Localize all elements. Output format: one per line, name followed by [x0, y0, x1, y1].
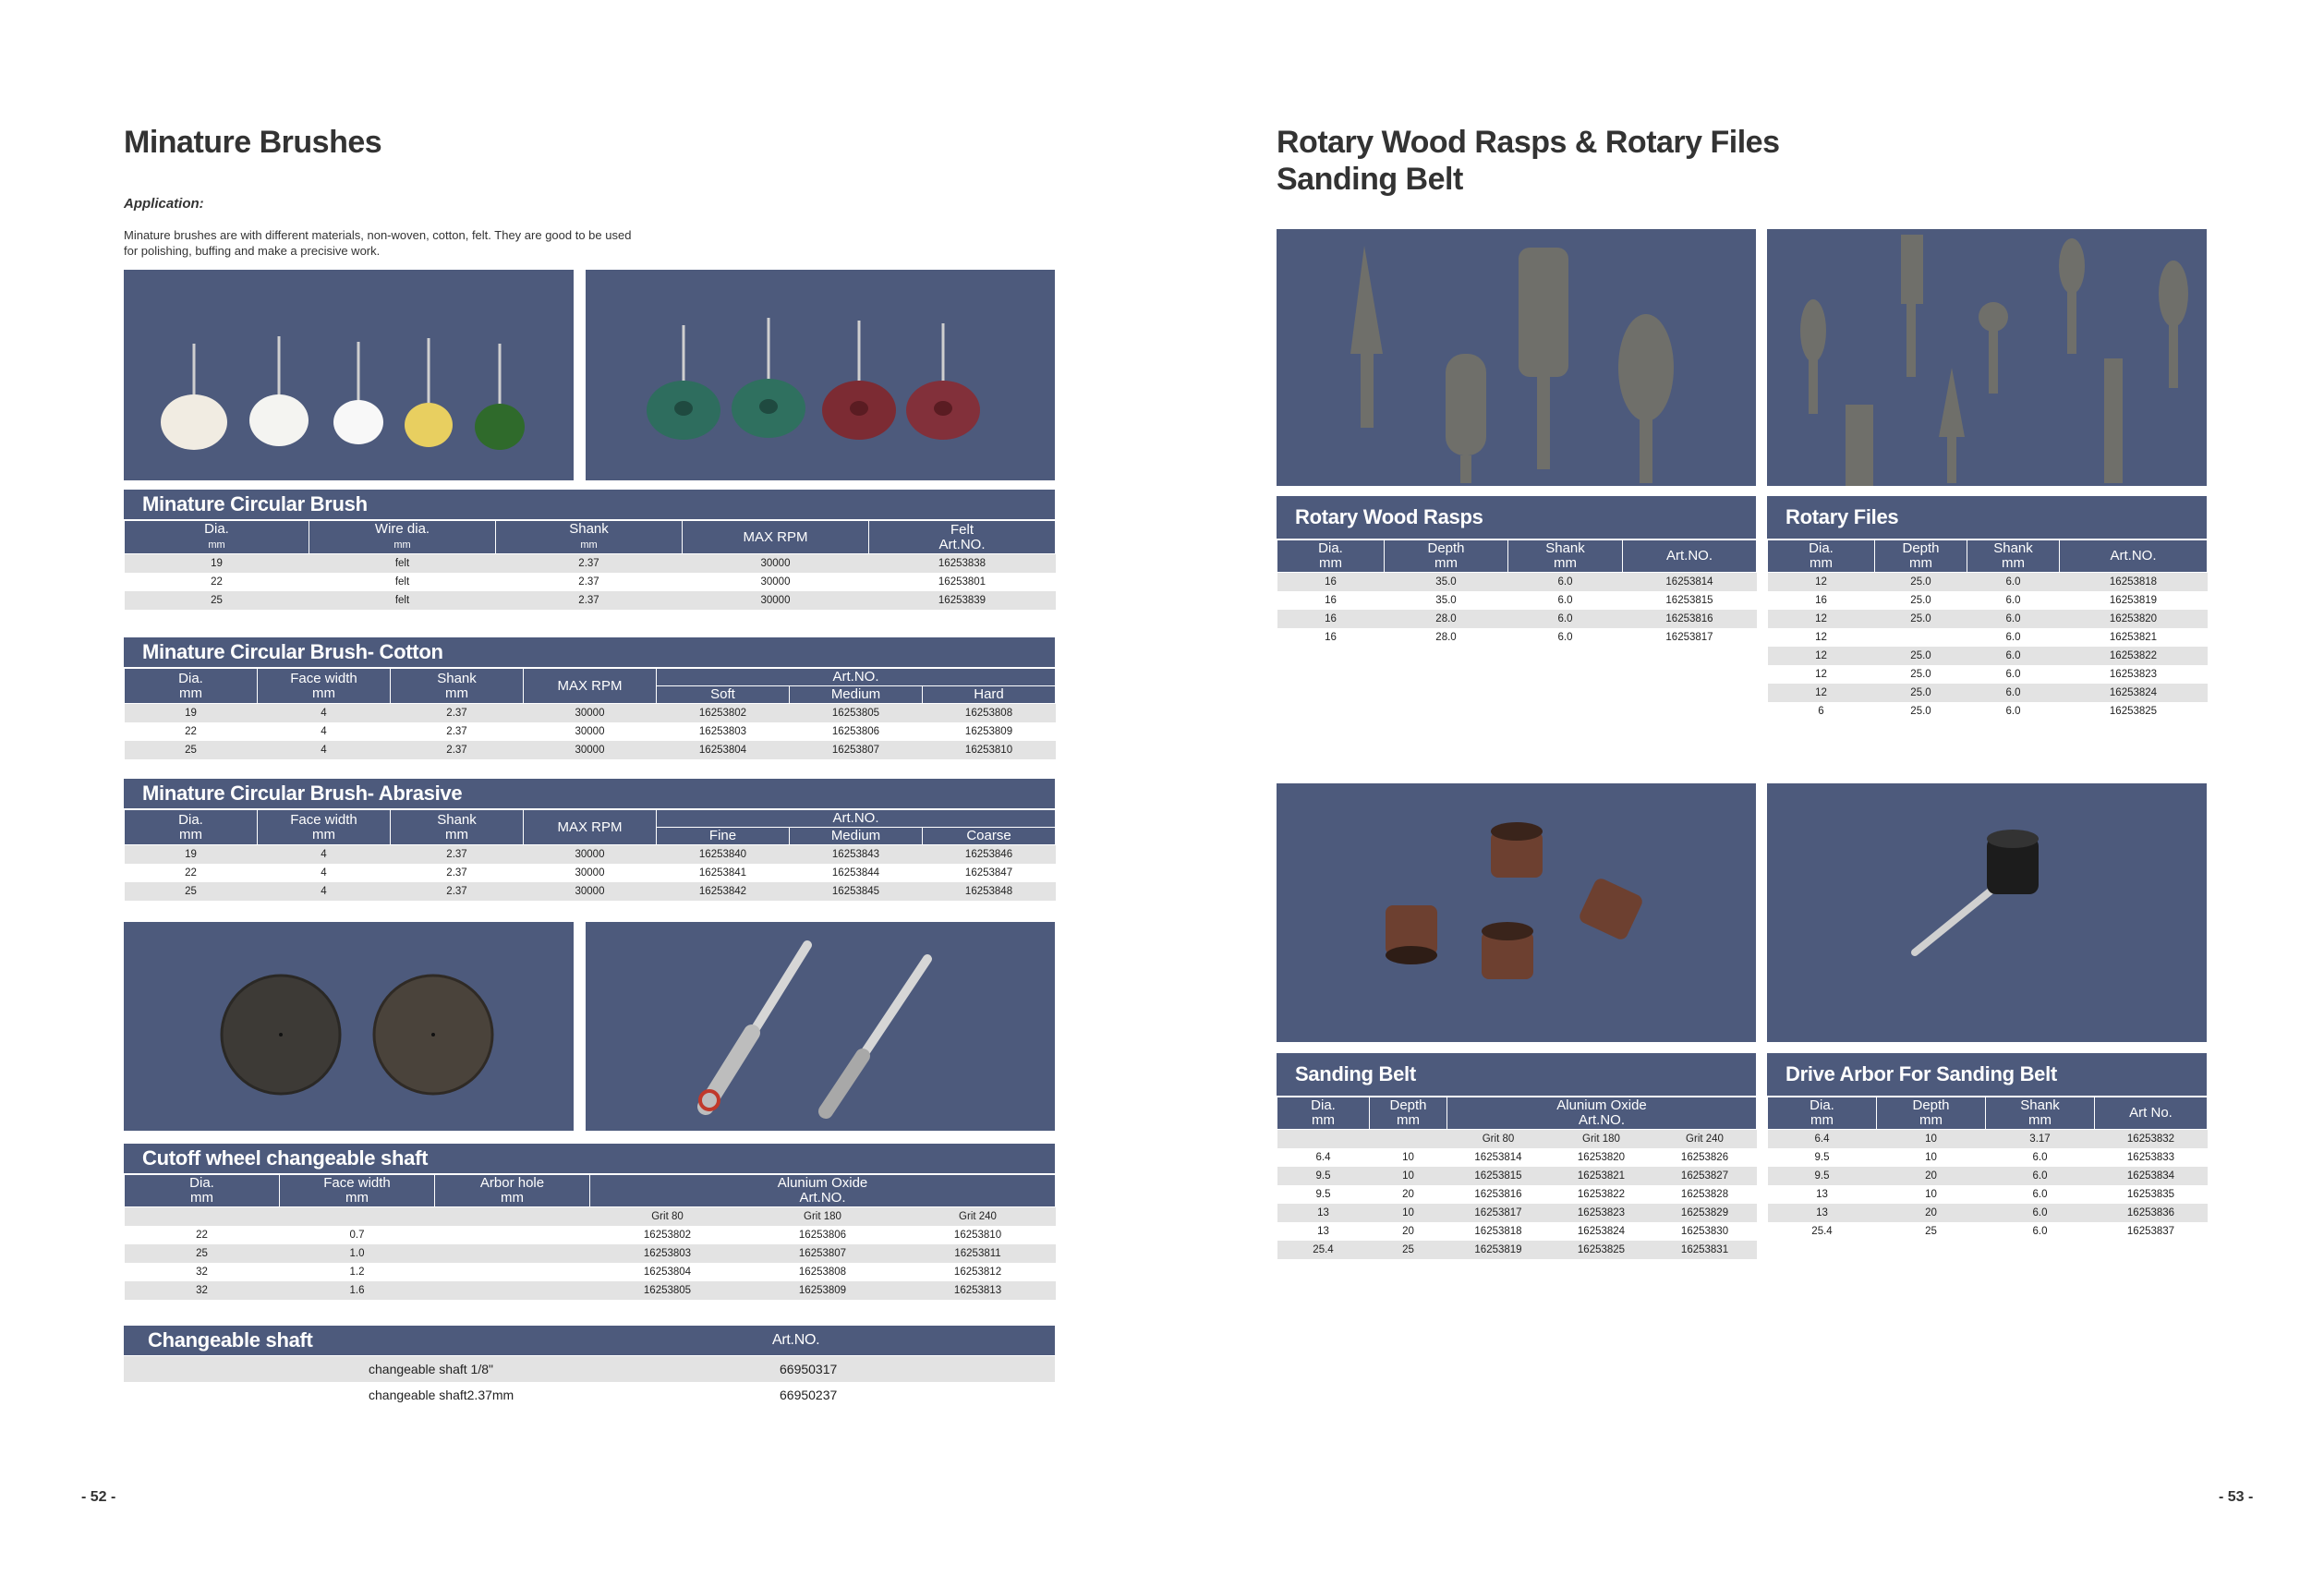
table-row: 6 25.0 6.0 16253825	[1768, 702, 2208, 721]
table-row: 25 felt 2.37 30000 16253839	[125, 591, 1056, 610]
abrasive-brush-photo	[586, 270, 1055, 480]
sanding-belt-table: Dia. mm Depth mm Alunium Oxide Art.NO. Grit 80 Grit 180 Grit 240 6.4 10 16253814 16253820 16253826 9.5 10 16253815 16253821 16253827 9.5 20 16253816 16253822 16253828 13 10 16253817 16253823 16253829 13 20 16253818 16253824 16253830 25.4 25 16253819 16253825 16253831	[1277, 1097, 1757, 1259]
table-subheader-row: Grit 80 Grit 180 Grit 240	[1277, 1130, 1757, 1149]
page-title-right-line1: Rotary Wood Rasps & Rotary Files	[1277, 125, 1780, 160]
table-row: 22 4 2.37 30000 16253803 16253806 16253809	[125, 722, 1056, 741]
table-row: 25.4 25 6.0 16253837	[1768, 1222, 2208, 1241]
table-row: 16 35.0 6.0 16253815	[1277, 591, 1757, 610]
table-row: 32 1.6 16253805 16253809 16253813	[125, 1281, 1056, 1300]
table-row: 22 felt 2.37 30000 16253801	[125, 573, 1056, 591]
abrasive-table: Dia. mm Face width mm Shank mm MAX RPM Art.NO. Fine Medium Coarse 19 4 2.37 30000 16253840 16253843 16253846 22 4 2.37 30000 16253841 16253844 16253847 25 4 2.37 30000 16253842 16253845 16253848	[124, 809, 1056, 901]
changeable-shaft-table	[124, 1356, 1055, 1408]
section-title-circular-brush: Minature Circular Brush	[124, 490, 1055, 519]
table-row: 12 25.0 6.0 16253824	[1768, 684, 2208, 702]
section-title-abrasive: Minature Circular Brush- Abrasive	[124, 779, 1055, 808]
table-row: 13 10 6.0 16253835	[1768, 1185, 2208, 1204]
table-row: changeable shaft2.37mm 66950237	[124, 1382, 1055, 1408]
table-row: 25 1.0 16253803 16253807 16253811	[125, 1244, 1056, 1263]
drive-arbor-table: Dia. mm Depth mm Shank mm Art No. 6.4 10 3.17 16253832 9.5 10 6.0 16253833 9.5 20 6.0 16253834 13 10 6.0 16253835 13 20 6.0 16253836 25.4 25 6.0 16253837	[1767, 1097, 2208, 1241]
table-row: 9.5 20 6.0 16253834	[1768, 1167, 2208, 1185]
table-row: 13 20 6.0 16253836	[1768, 1204, 2208, 1222]
section-title-sanding-belt: Sanding Belt	[1277, 1053, 1756, 1096]
page-title-right-line2: Sanding Belt	[1277, 162, 1463, 197]
table-row: 19 4 2.37 30000 16253840 16253843 16253846	[125, 845, 1056, 865]
felt-brush-photo	[124, 270, 574, 480]
table-row: 16 35.0 6.0 16253814	[1277, 573, 1757, 592]
table-row: 12 25.0 6.0 16253818	[1768, 573, 2208, 592]
table-row: 25 4 2.37 30000 16253842 16253845 16253848	[125, 882, 1056, 901]
table-row: 6.4 10 3.17 16253832	[1768, 1130, 2208, 1149]
table-row: 22 0.7 16253802 16253806 16253810	[125, 1226, 1056, 1244]
table-row: 12 25.0 6.0 16253823	[1768, 665, 2208, 684]
cutoff-table: Dia. mm Face width mm Arbor hole mm Alunium Oxide Art.NO. Grit 80 Grit 180 Grit 240 22 0.7 16253802 16253806 16253810 25 1.0 16253803 16253807 16253811 32 1.2 16253804 16253808 16253812 32 1.6 16253805 16253809 16253813	[124, 1174, 1056, 1300]
application-label: Application:	[124, 196, 204, 212]
table-subheader-row: Grit 80 Grit 180 Grit 240	[125, 1207, 1056, 1227]
section-title-rotary-files: Rotary Files	[1767, 496, 2207, 539]
table-row: 19 4 2.37 30000 16253802 16253805 16253808	[125, 704, 1056, 723]
application-text: Minature brushes are with different materials, non-woven, cotton, felt. They are good to be used for polishing, buffing and make a precisive work.	[124, 228, 632, 258]
changeable-shaft-title: Changeable shaft	[148, 1328, 313, 1352]
table-row: 9.5 10 6.0 16253833	[1768, 1148, 2208, 1167]
table-row: 19 felt 2.37 30000 16253838	[125, 554, 1056, 574]
table-row: 13 10 16253817 16253823 16253829	[1277, 1204, 1757, 1222]
table-row: 12 25.0 6.0 16253822	[1768, 647, 2208, 665]
drive-arbor-photo	[1767, 783, 2207, 1042]
table-row: 12 6.0 16253821	[1768, 628, 2208, 647]
section-title-changeable-shaft	[124, 1326, 1055, 1355]
wood-rasp-photo	[1277, 229, 1756, 486]
table-row: 16 28.0 6.0 16253816	[1277, 610, 1757, 628]
table-row: 9.5 10 16253815 16253821 16253827	[1277, 1167, 1757, 1185]
rotary-files-table: Dia. mm Depth mm Shank mm Art.NO. 12 25.0 6.0 16253818 16 25.0 6.0 16253819 12 25.0 6.0 16253820 12 6.0 16253821 12 25.0 6.0 16253822 12 25.0 6.0 16253823 12 25.0 6.0 16253824 6 25.0 6.0 16253825	[1767, 539, 2208, 721]
page-number-left: - 52 -	[81, 1489, 116, 1505]
table-row: 25 4 2.37 30000 16253804 16253807 16253810	[125, 741, 1056, 759]
table-row: 6.4 10 16253814 16253820 16253826	[1277, 1148, 1757, 1167]
section-title-cotton: Minature Circular Brush- Cotton	[124, 637, 1055, 667]
table-row: 25.4 25 16253819 16253825 16253831	[1277, 1241, 1757, 1259]
cutoff-wheel-photo	[124, 922, 574, 1131]
table-row: 13 20 16253818 16253824 16253830	[1277, 1222, 1757, 1241]
mandrel-photo	[586, 922, 1055, 1131]
table-row: 16 28.0 6.0 16253817	[1277, 628, 1757, 647]
section-title-cutoff: Cutoff wheel changeable shaft	[124, 1144, 1055, 1173]
table-row: 22 4 2.37 30000 16253841 16253844 16253847	[125, 864, 1056, 882]
section-title-wood-rasps: Rotary Wood Rasps	[1277, 496, 1756, 539]
table-row: 12 25.0 6.0 16253820	[1768, 610, 2208, 628]
wood-rasps-table: Dia. mm Depth mm Shank mm Art.NO. 16 35.0 6.0 16253814 16 35.0 6.0 16253815 16 28.0 6.0 16253816 16 28.0 6.0 16253817	[1277, 539, 1757, 647]
cotton-table: Dia. mm Face width mm Shank mm MAX RPM Art.NO. Soft Medium Hard 19 4 2.37 30000 16253802 16253805 16253808 22 4 2.37 30000 16253803 16253806 16253809 25 4 2.37 30000 16253804 16253807 16253810	[124, 668, 1056, 759]
changeable-shaft-artno-header: Art.NO.	[772, 1332, 820, 1348]
table-row: 16 25.0 6.0 16253819	[1768, 591, 2208, 610]
page-number-right: - 53 -	[2219, 1489, 2254, 1505]
table-row: 9.5 20 16253816 16253822 16253828	[1277, 1185, 1757, 1204]
circular-brush-table: Dia. mm Wire dia. mm Shank mm MAX RPM Felt Art.NO. 19 felt 2.37 30000 16253838 22 felt 2.37 30000 16253801 25 felt 2.37 30000 16253839	[124, 520, 1056, 610]
section-title-drive-arbor: Drive Arbor For Sanding Belt	[1767, 1053, 2207, 1096]
table-row: changeable shaft 1/8" 66950317	[124, 1356, 1055, 1382]
rotary-file-photo	[1767, 229, 2207, 486]
table-row: 32 1.2 16253804 16253808 16253812	[125, 1263, 1056, 1281]
sanding-belt-photo	[1277, 783, 1756, 1042]
page-title-left: Minature Brushes	[124, 125, 382, 160]
